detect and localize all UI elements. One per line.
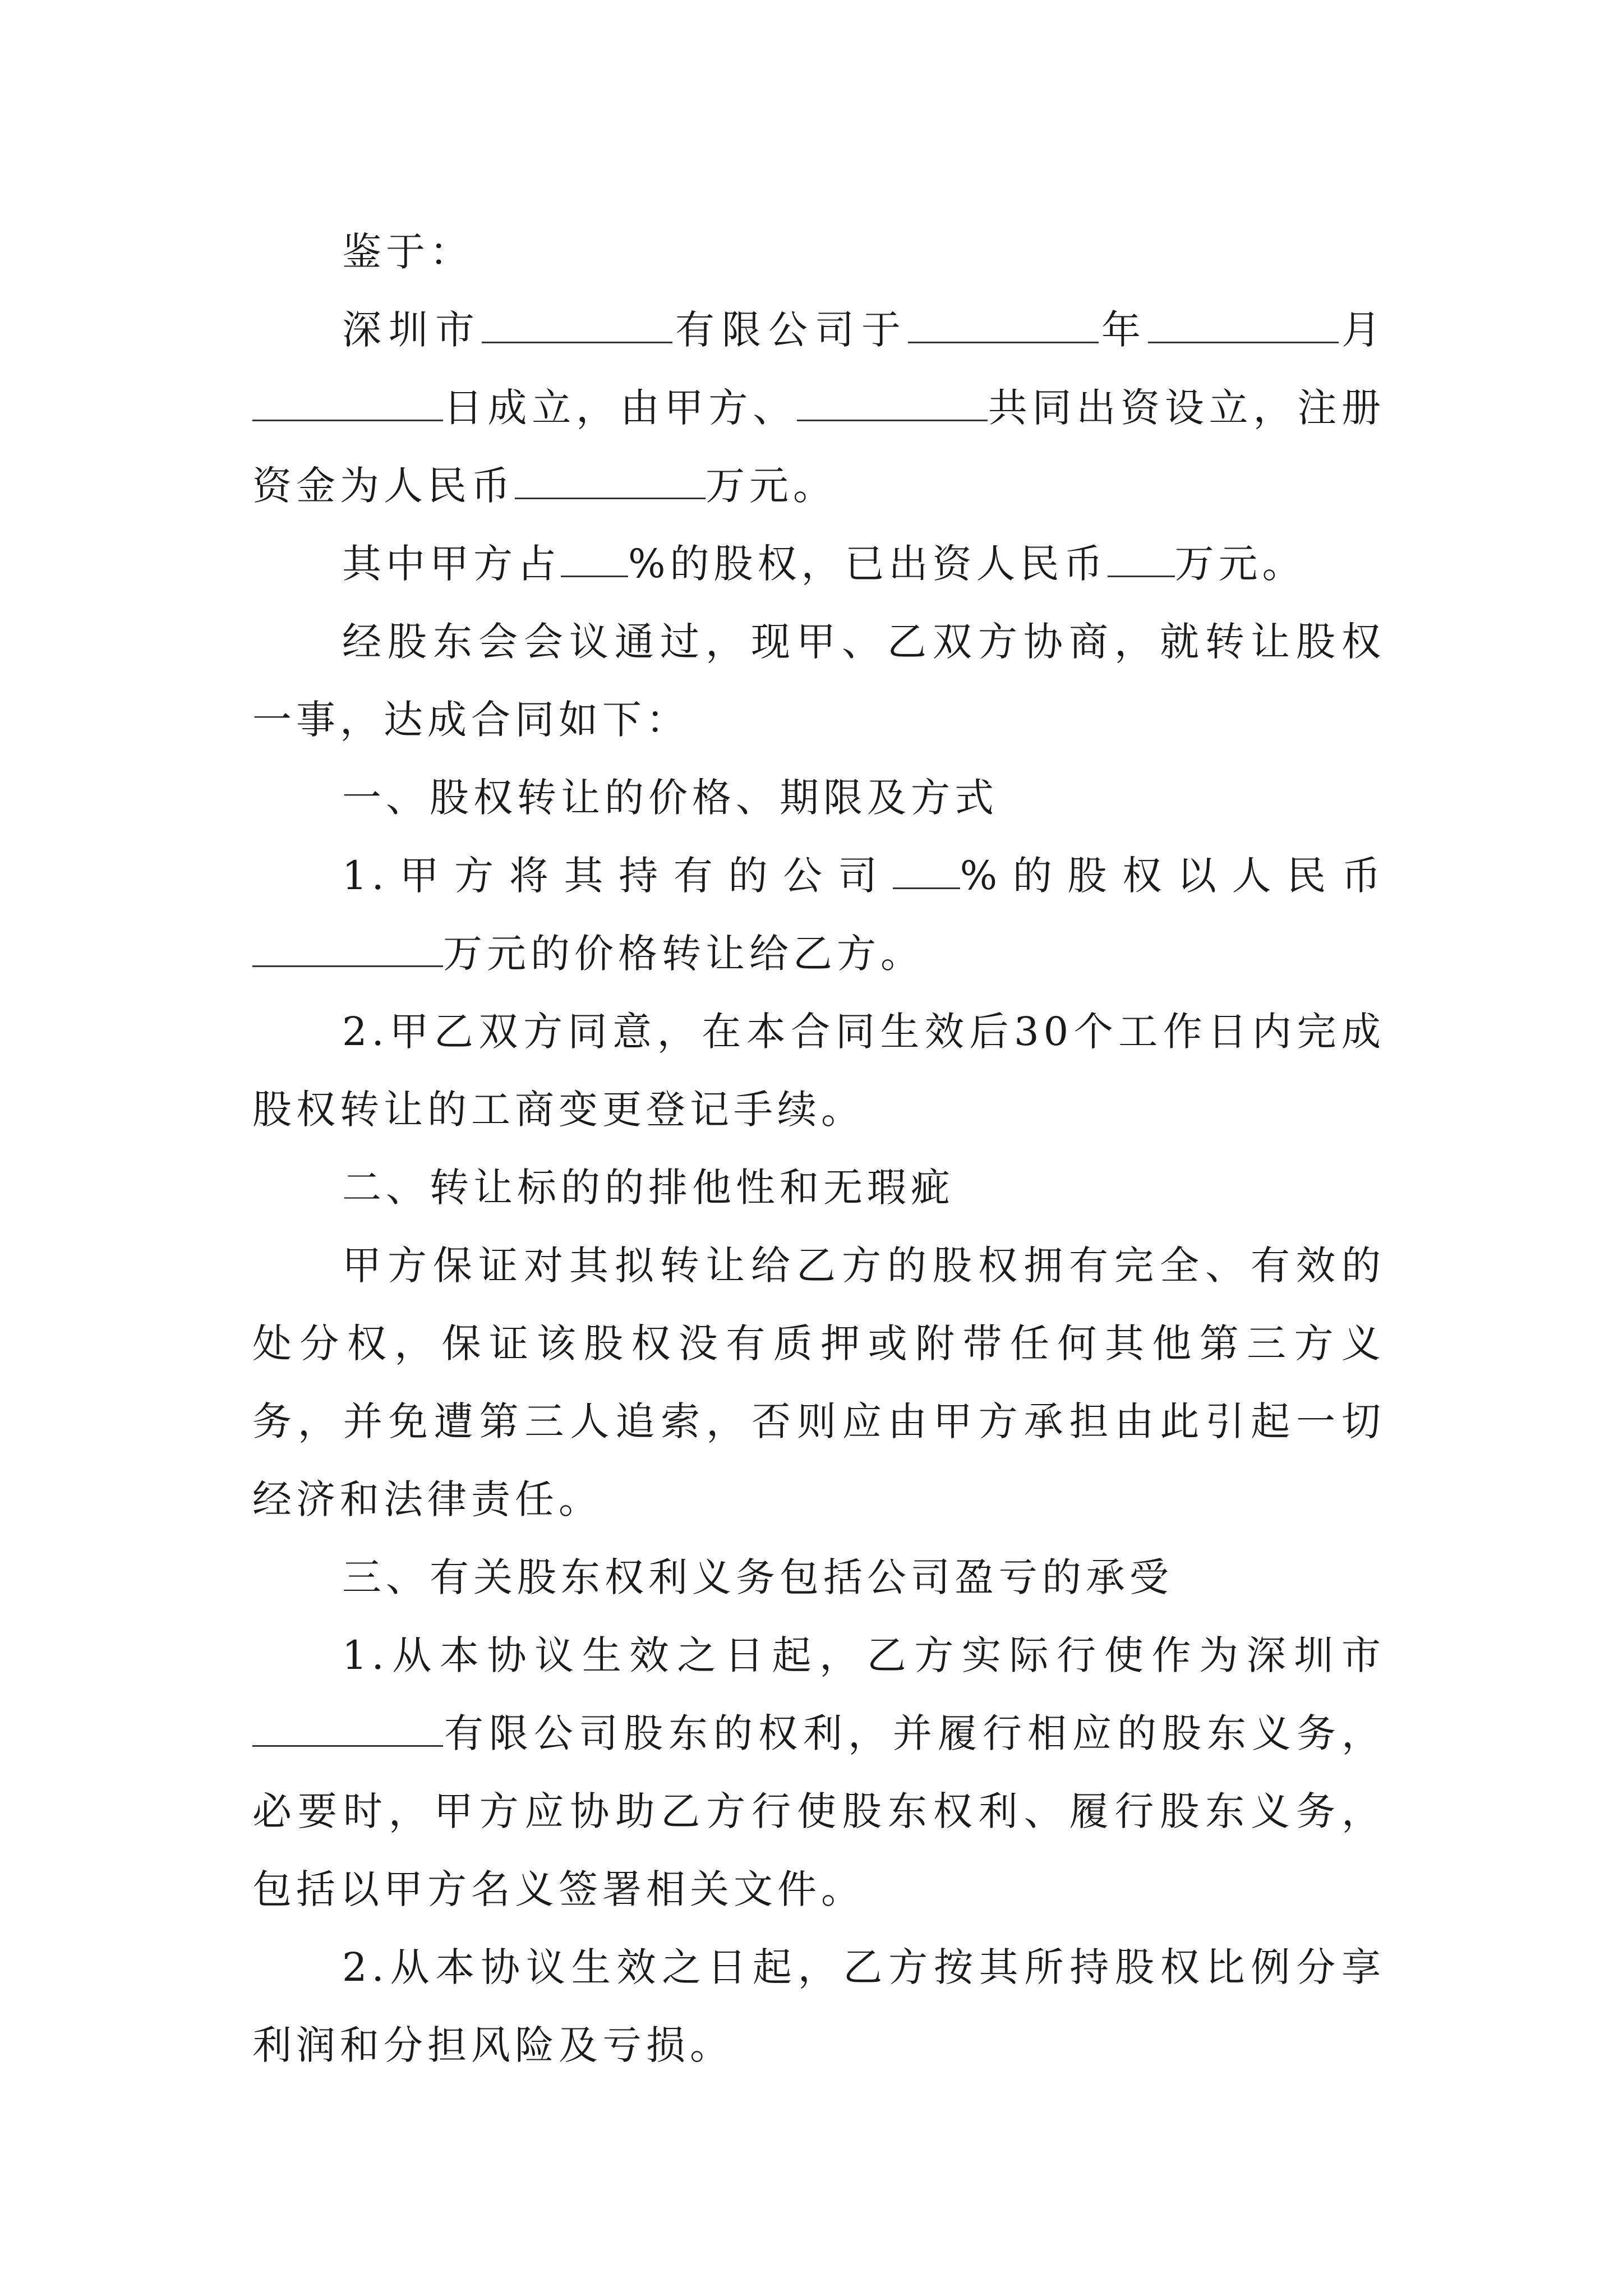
clause-3-2: 2.从本协议生效之日起，乙方按其所持股权比例分享利润和分担风险及亏损。 (252, 1944, 1385, 2068)
clause-1-1 (252, 837, 1385, 993)
company-name-blank (482, 307, 672, 343)
agreement-intro-paragraph: 经股东会会议通过，现甲、乙双方协商，就转让股权一事，达成合同如下： (252, 619, 1385, 743)
section-1-title: 一、股权转让的价格、期限及方式 (342, 775, 998, 821)
text-segment: %的股权，已出资人民币 (628, 541, 1108, 587)
text-segment: 年 (1099, 307, 1148, 353)
whereas-heading: 鉴于： (342, 229, 473, 275)
section-2-title: 二、转让标的的排他性和无瑕疵 (342, 1165, 955, 1211)
text-segment: 共同出资设立，注册资金为人民币 (252, 385, 1385, 509)
text-segment: 有限公司于 (672, 307, 908, 353)
transfer-percent-blank (893, 853, 960, 889)
paid-amount-blank (1108, 541, 1175, 577)
co-founder-blank (797, 385, 988, 421)
text-segment: 1.甲方将其持有的公司 (342, 853, 893, 899)
section-2-body: 甲方保证对其拟转让给乙方的股权拥有完全、有效的处分权，保证该股权没有质押或附带任何其他第三方义务，并免遭第三人追索，否则应由甲方承担由此引起一切经济和法律责任。 (252, 1243, 1385, 1522)
text-segment: 深圳市 (342, 307, 482, 353)
text-segment: 其中甲方占 (342, 541, 561, 587)
capital-blank (515, 463, 706, 499)
year-blank (908, 307, 1099, 343)
company-name-blank-2 (252, 1710, 443, 1747)
text-segment: %的股权以人民币 (960, 853, 1385, 899)
text-segment: 万元。 (706, 463, 837, 509)
company-info-paragraph (252, 291, 1385, 525)
text-segment: 万元。 (1174, 541, 1306, 587)
section-3-title: 三、有关股东权利义务包括公司盈亏的承受 (342, 1554, 1173, 1600)
month-blank (1148, 307, 1339, 343)
percent-blank (561, 541, 628, 577)
share-paragraph (252, 525, 1385, 603)
text-segment: 月 (1339, 307, 1385, 353)
day-blank (252, 385, 443, 421)
contract-page (252, 213, 1385, 2085)
text-segment: 日成立，由甲方、 (443, 385, 797, 431)
text-segment: 有限公司股东的权利，并履行相应的股东义务，必要时，甲方应协助乙方行使股东权利、履行股东义务，包括以甲方名义签署相关文件。 (252, 1710, 1385, 1912)
text-segment: 1.从本协议生效之日起，乙方实际行使作为深圳市 (342, 1632, 1385, 1678)
clause-3-1 (252, 1617, 1385, 1929)
clause-1-2: 2.甲乙双方同意，在本合同生效后30个工作日内完成股权转让的工商变更登记手续。 (252, 1009, 1385, 1133)
text-segment: 万元的价格转让给乙方。 (443, 931, 924, 977)
transfer-price-blank (252, 931, 443, 967)
